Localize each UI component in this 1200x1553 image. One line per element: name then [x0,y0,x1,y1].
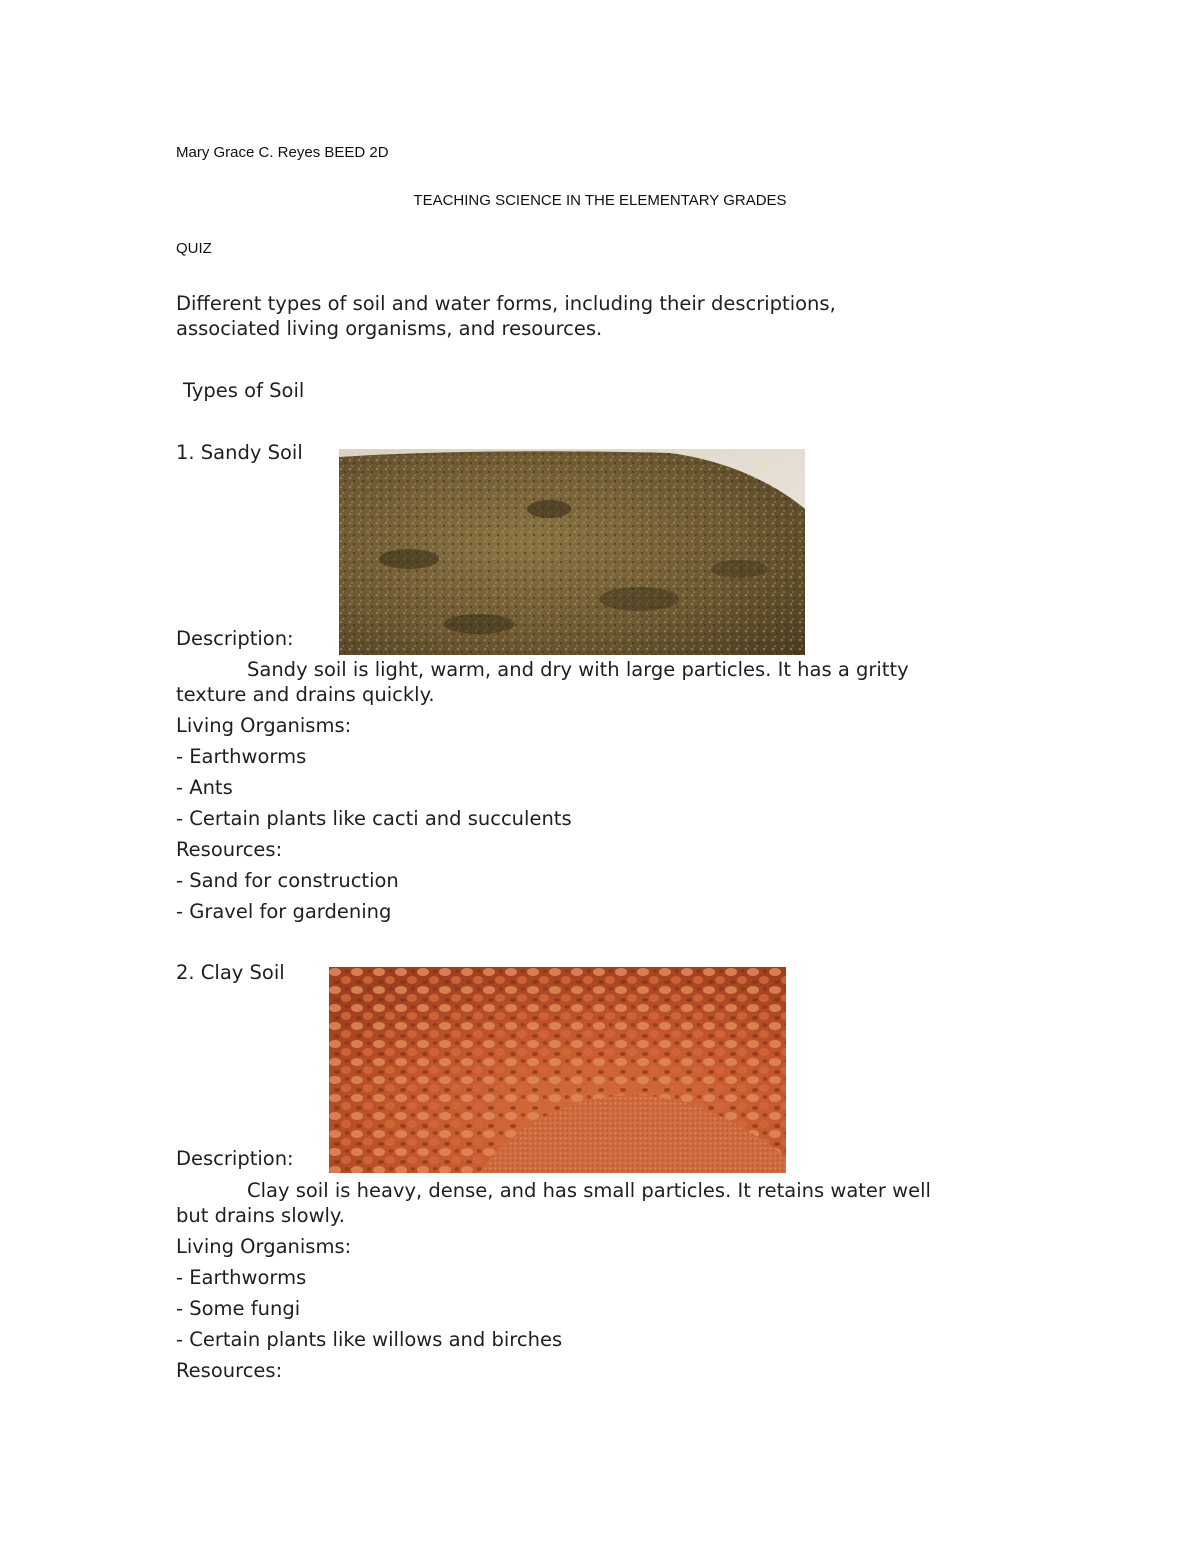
clay-description-line-1: Clay soil is heavy, dense, and has small particles. It retains water well [247,1179,931,1202]
sandy-description-line-2: texture and drains quickly. [176,683,435,706]
intro-line-2: associated living organisms, and resources. [176,317,603,340]
sandy-soil-heading: 1. Sandy Soil [176,441,303,464]
clay-description-line-2: but drains slowly. [176,1204,345,1227]
clay-resources-label: Resources: [176,1359,283,1382]
author-line: Mary Grace C. Reyes BEED 2D [176,144,389,161]
list-item: - Certain plants like cacti and succulents [176,807,572,830]
list-item: - Ants [176,776,233,799]
quiz-label: QUIZ [176,240,212,257]
clay-organisms-label: Living Organisms: [176,1235,352,1258]
list-item: - Some fungi [176,1297,301,1320]
list-item: - Earthworms [176,745,307,768]
clay-soil-heading: 2. Clay Soil [176,961,285,984]
sandy-soil-image [339,449,805,655]
clay-description-label: Description: [176,1147,294,1170]
sandy-resources-label: Resources: [176,838,283,861]
section-heading: Types of Soil [183,379,305,402]
clay-soil-image [329,967,786,1173]
intro-line-1: Different types of soil and water forms, including their descriptions, [176,292,836,315]
course-title: TEACHING SCIENCE IN THE ELEMENTARY GRADES [413,192,787,209]
list-item: - Certain plants like willows and birches [176,1328,563,1351]
list-item: - Sand for construction [176,869,399,892]
list-item: - Earthworms [176,1266,307,1289]
sandy-description-label: Description: [176,627,294,650]
sandy-organisms-label: Living Organisms: [176,714,352,737]
sandy-description-line-1: Sandy soil is light, warm, and dry with large particles. It has a gritty [247,658,909,681]
list-item: - Gravel for gardening [176,900,392,923]
